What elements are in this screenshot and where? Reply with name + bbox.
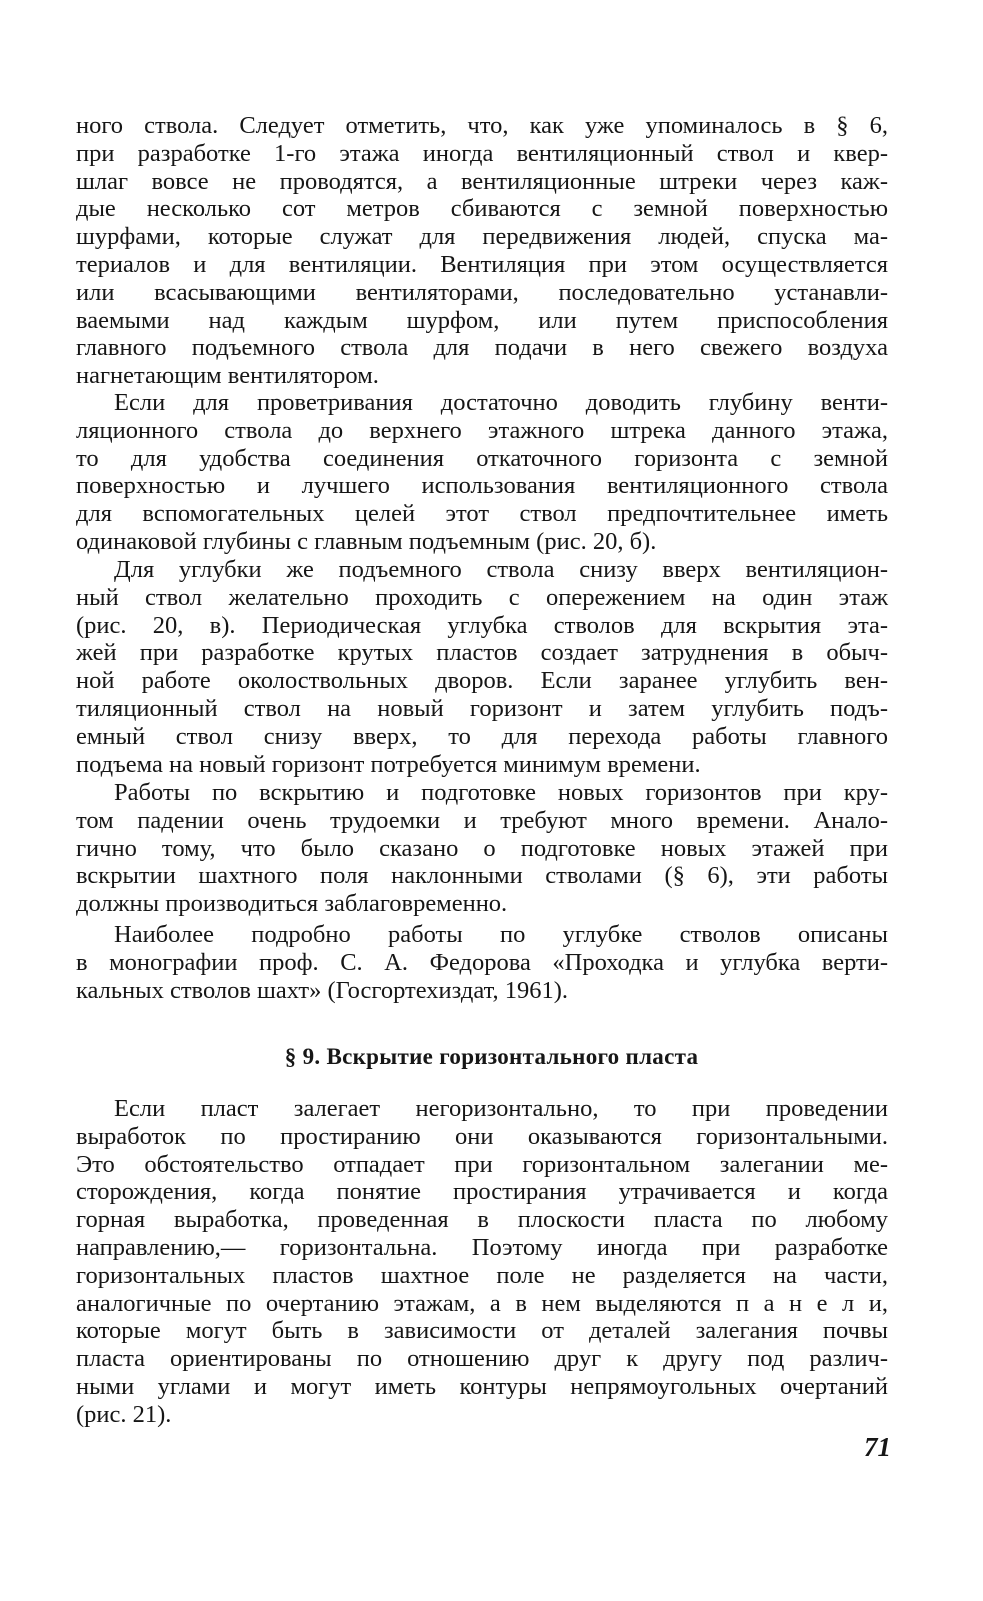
text-line: жей при разработке крутых пластов создает затруднения в обыч- — [76, 639, 888, 667]
paragraph-6 — [76, 1095, 888, 1429]
section-heading: § 9. Вскрытие горизонтального пласта — [284, 1044, 699, 1069]
paragraph-1 — [76, 112, 888, 390]
text-line: главного подъемного ствола для подачи в него свежего воздуха — [76, 334, 888, 362]
text-line: Если для проветривания достаточно доводить глубину венти- — [114, 389, 888, 416]
text-line: Если пласт залегает негоризонтально, то при проведении — [114, 1095, 888, 1122]
text-line: одинаковой глубины с главным подъемным (рис. 20, б). — [76, 527, 657, 555]
text-line: которые могут быть в зависимости от деталей залегания почвы — [76, 1317, 888, 1345]
page-number: 71 — [864, 1432, 891, 1462]
text-line: для вспомогательных целей этот ствол предпочтительнее иметь — [76, 500, 888, 528]
text-line: ляционного ствола до верхнего этажного штрека данного этажа, — [76, 416, 888, 444]
text-line: подъема на новый горизонт потребуется минимум времени. — [76, 750, 701, 778]
text-line: аналогичные по очертанию этажам, а в нем выделяются п а н е л и, — [76, 1289, 888, 1317]
text-line: тиляционный ствол на новый горизонт и затем углубить подъ- — [76, 694, 888, 722]
text-line: шлаг вовсе не проводятся, а вентиляционные штреки через каж- — [76, 167, 888, 195]
text-line: ный ствол желательно проходить с опережением на один этаж — [76, 583, 888, 611]
text-line: емный ствол снизу вверх, то для перехода работы главного — [76, 722, 888, 750]
text-line: гично тому, что было сказано о подготовке новых этажей при — [76, 834, 888, 862]
text-line: нагнетающим вентилятором. — [76, 362, 379, 390]
text-line: Наиболее подробно работы по углубке стволов описаны — [114, 921, 888, 948]
text-line: кальных стволов шахт» (Госгортехиздат, 1961). — [76, 976, 568, 1004]
text-line: Это обстоятельство отпадает при горизонтальном залегании ме- — [76, 1150, 888, 1178]
text-line: (рис. 21). — [76, 1400, 172, 1428]
text-line: поверхностью и лучшего использования вентиляционного ствола — [76, 472, 888, 500]
paragraph-4 — [76, 779, 888, 918]
text-line: шурфами, которые служат для передвижения людей, спуска ма- — [76, 223, 888, 251]
text-line: при разработке 1-го этажа иногда вентиляционный ствол и квер- — [76, 139, 888, 167]
paragraph-2 — [76, 389, 888, 556]
text-line: пласта ориентированы по отношению друг к другу под различ- — [76, 1345, 888, 1373]
text-line: выработок по простиранию они оказываются горизонтальными. — [76, 1122, 888, 1150]
paragraph-3 — [76, 556, 888, 778]
text-line: направлению,— горизонтальна. Поэтому иногда при разработке — [76, 1233, 888, 1261]
text-line: или всасывающими вентиляторами, последовательно устанавли- — [76, 278, 888, 306]
text-line: горная выработка, проведенная в плоскости пласта по любому — [76, 1206, 888, 1234]
text-line: дые несколько сот метров сбиваются с земной поверхностью — [76, 195, 888, 223]
text-line: горизонтальных пластов шахтное поле не разделяется на части, — [76, 1261, 888, 1289]
text-line: Работы по вскрытию и подготовке новых горизонтов при кру- — [114, 779, 888, 806]
text-line: ваемыми над каждым шурфом, или путем приспособления — [76, 306, 888, 334]
text-line: ной работе околоствольных дворов. Если заранее углубить вен- — [76, 667, 888, 695]
text-line: вскрытии шахтного поля наклонными стволами (§ 6), эти работы — [76, 862, 888, 890]
paragraph-5 — [76, 921, 888, 1004]
text-line: (рис. 20, в). Периодическая углубка стволов для вскрытия эта- — [76, 611, 888, 639]
text-line: сторождения, когда понятие простирания утрачивается и когда — [76, 1178, 888, 1206]
text-line: то для удобства соединения откаточного горизонта с земной — [76, 444, 888, 472]
text-line: териалов и для вентиляции. Вентиляция при этом осуществляется — [76, 250, 888, 278]
text-line: том падении очень трудоемки и требуют много времени. Анало- — [76, 806, 888, 834]
text-line: ного ствола. Следует отметить, что, как уже упоминалось в § 6, — [76, 112, 888, 139]
text-line: Для углубки же подъемного ствола снизу вверх вентиляцион- — [114, 556, 888, 583]
text-line: должны производиться заблаговременно. — [76, 890, 508, 918]
text-line: в монографии проф. С. А. Федорова «Проходка и углубка верти- — [76, 948, 888, 976]
text-line: ными углами и могут иметь контуры непрямоугольных очертаний — [76, 1372, 888, 1400]
